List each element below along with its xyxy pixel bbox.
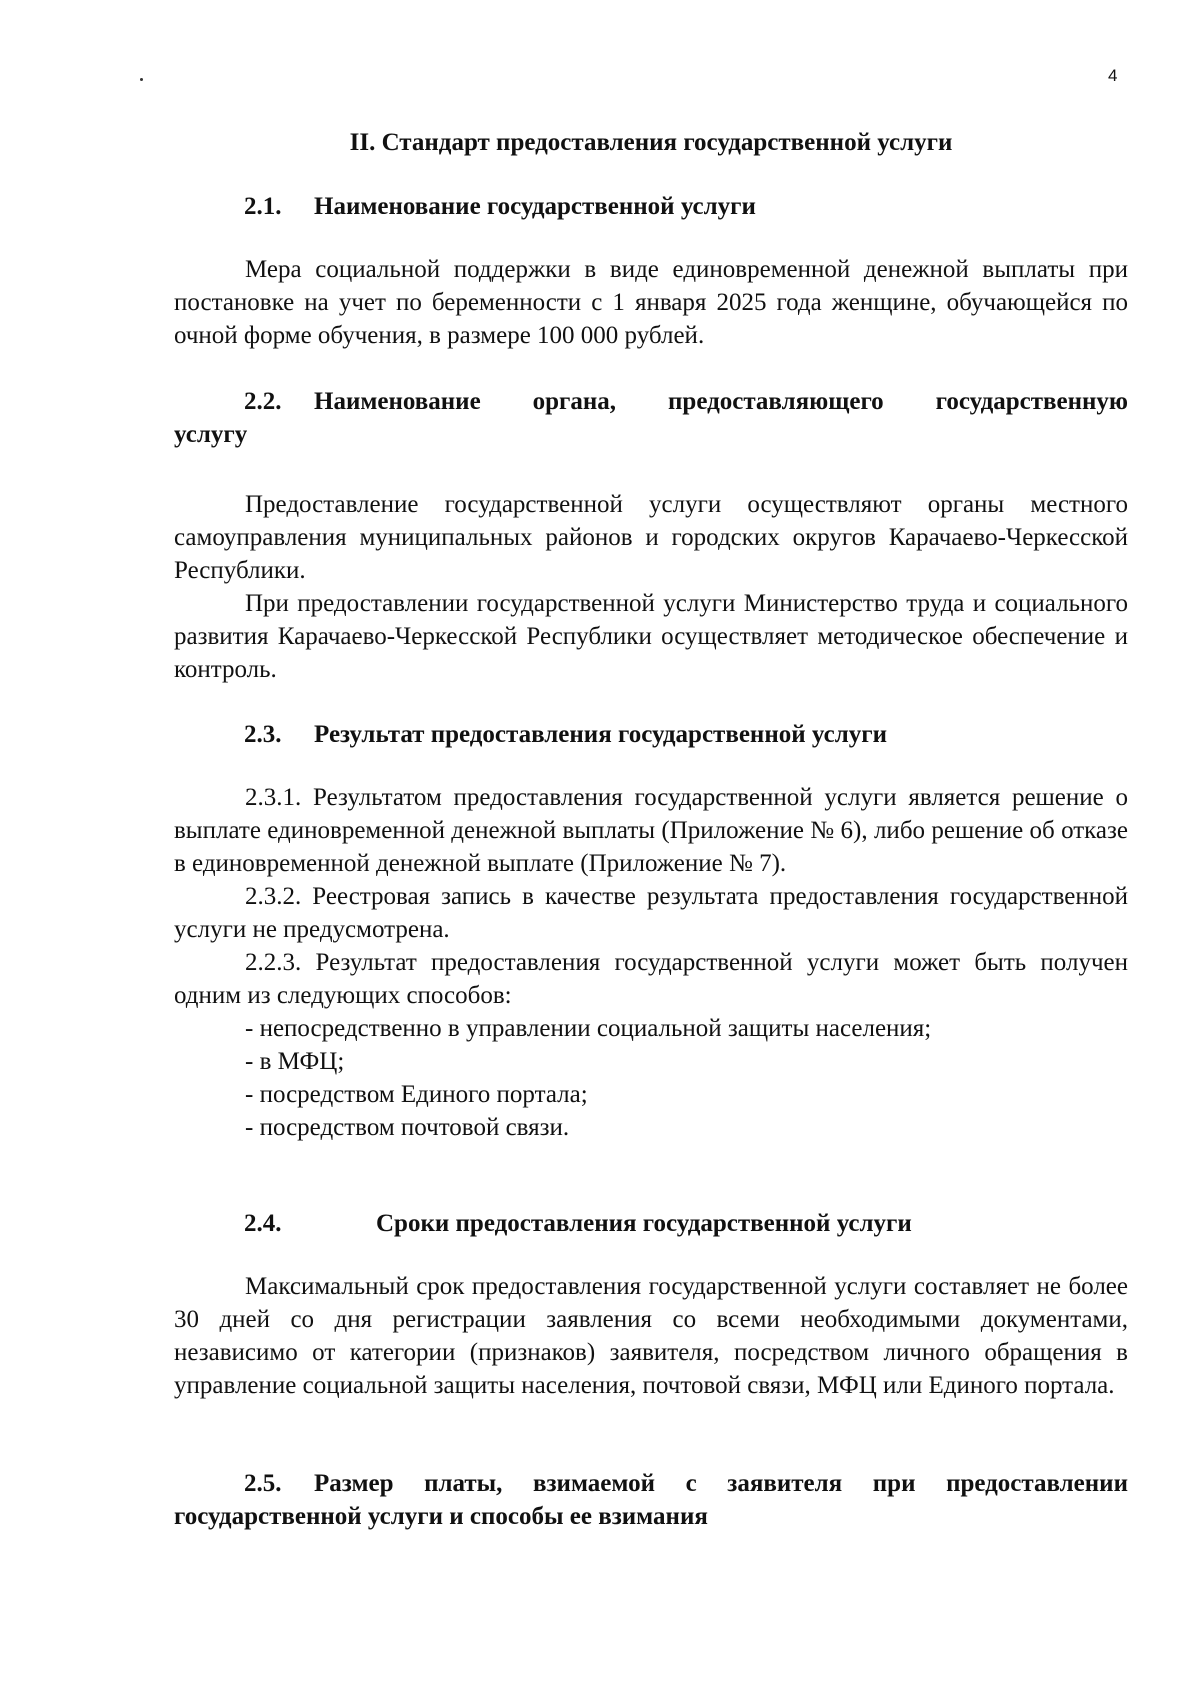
heading-text: Размер платы, взимаемой с заявителя при предоставлении: [314, 1470, 1128, 1497]
section-2-4-body: [174, 1270, 1128, 1402]
section-2-1-body: [174, 253, 1128, 352]
section-2-2-body: [174, 488, 1128, 686]
paragraph: Предоставление государственной услуги осуществляют органы местного самоуправления муниципальных районов и городских округов Карачаево-Черкесской Республики.: [174, 491, 1128, 584]
heading-text: Наименование государственной услуги: [314, 193, 756, 220]
section-title: II. Стандарт предоставления государственной услуги: [349, 129, 953, 156]
paragraph: Максимальный срок предоставления государственной услуги составляет не более 30 дней со дня регистрации заявления со всеми необходимыми документами, независимо от категории (признаков) заявителя, посредством личного обращения в управление социальной защиты населения, почтовой связи, МФЦ или Единого портала.: [174, 1273, 1128, 1399]
heading-number: 2.2.: [244, 388, 282, 415]
heading-number: 2.1.: [244, 193, 282, 220]
paragraph: 2.3.1. Результатом предоставления государственной услуги является решение о выплате единовременной денежной выплаты (Приложение № 6), либо решение об отказе в единовременной денежной выплате (Приложение № 7).: [174, 784, 1128, 877]
heading-text: Наименование органа, предоставляющего государственную: [314, 388, 1128, 415]
heading-2-5: [174, 1467, 1128, 1533]
paragraph: 2.2.3. Результат предоставления государственной услуги может быть получен одним из следующих способов:: [174, 949, 1128, 1009]
heading-number: 2.5.: [244, 1470, 282, 1497]
section-2-3-body: [174, 781, 1128, 1144]
list-item: - непосредственно в управлении социальной защиты населения;: [245, 1015, 932, 1042]
heading-text-line2: государственной услуги и способы ее взимания: [174, 1503, 708, 1530]
heading-2-1: [244, 190, 1128, 223]
list-item: - посредством почтовой связи.: [245, 1114, 570, 1141]
scan-speck: [140, 78, 143, 81]
paragraph: 2.3.2. Реестровая запись в качестве результата предоставления государственной услуги не предусмотрена.: [174, 883, 1128, 943]
heading-2-3: [244, 718, 1128, 751]
heading-2-4: [244, 1207, 1128, 1240]
heading-2-2: [174, 385, 1128, 451]
page-number: 4: [1108, 66, 1118, 85]
heading-text-line2: услугу: [174, 421, 248, 448]
paragraph: Мера социальной поддержки в виде единовременной денежной выплаты при постановке на учет по беременности с 1 января 2025 года женщине, обучающейся по очной форме обучения, в размере 100 000 рублей.: [174, 256, 1128, 349]
heading-number: 2.3.: [244, 721, 282, 748]
heading-text: Результат предоставления государственной услуги: [314, 721, 887, 748]
heading-text: Сроки предоставления государственной услуги: [376, 1210, 912, 1237]
list-item: - посредством Единого портала;: [245, 1081, 588, 1108]
paragraph: При предоставлении государственной услуги Министерство труда и социального развития Карачаево-Черкесской Республики осуществляет методическое обеспечение и контроль.: [174, 590, 1128, 683]
heading-number: 2.4.: [244, 1210, 282, 1237]
list-item: - в МФЦ;: [245, 1048, 345, 1075]
